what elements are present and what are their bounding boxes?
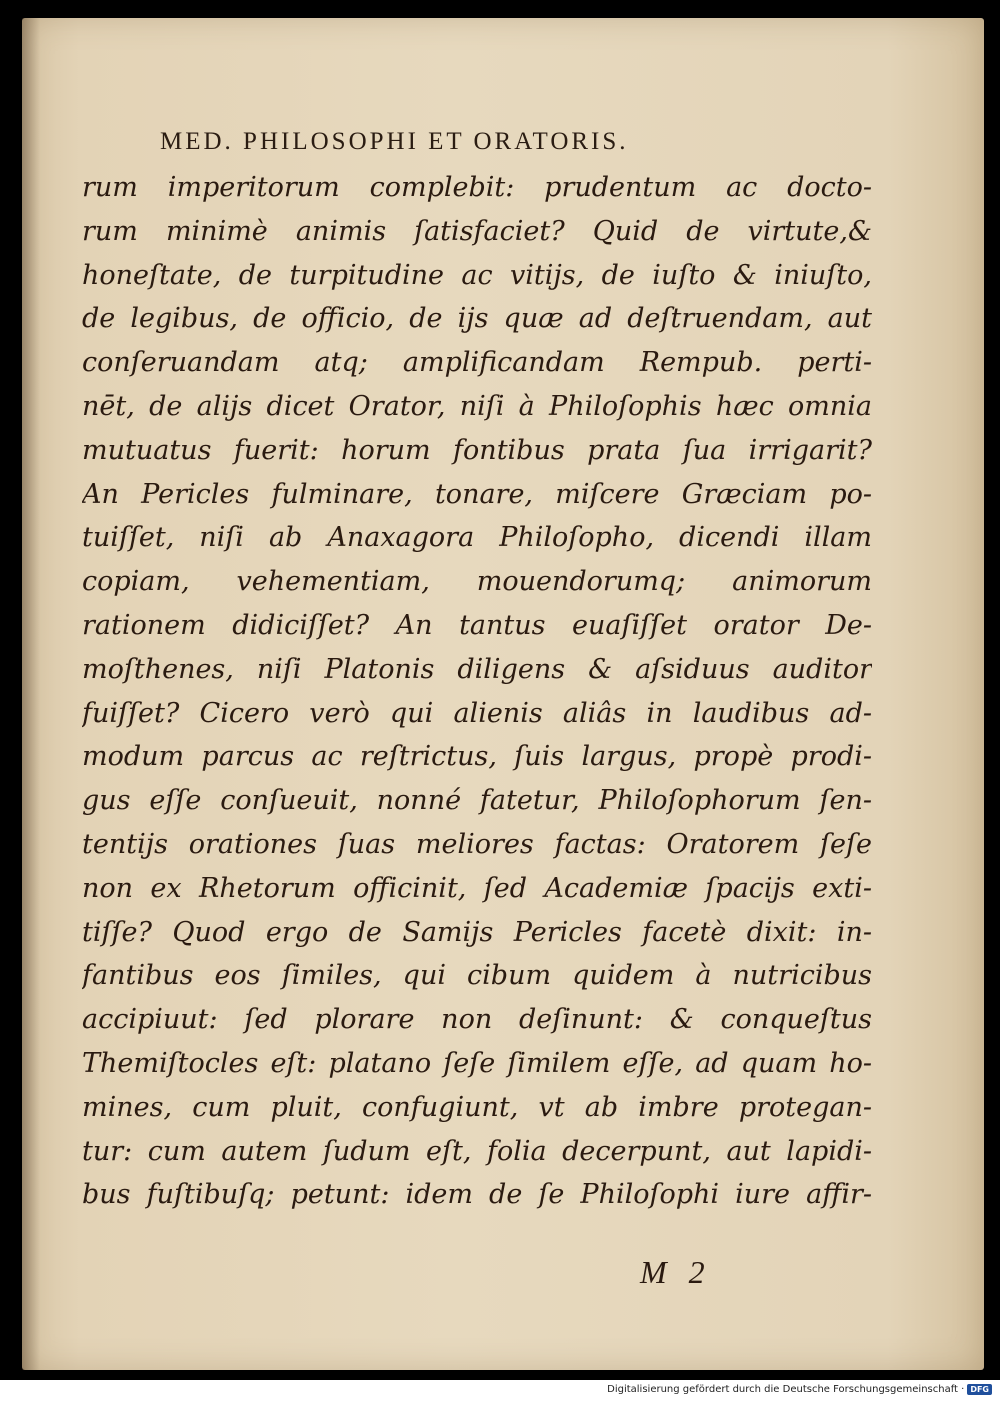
- text-line: modum parcus ac reſtrictus, ſuis largus, propè prodi-: [82, 741, 872, 773]
- text-line: An Pericles fulminare, tonare, miſcere Græciam po-: [82, 478, 872, 510]
- text-line: Themiſtocles eſt: platano ſeſe ſimilem eſſe, ad quam ho-: [82, 1047, 872, 1079]
- signature-mark: M 2: [640, 1254, 705, 1290]
- text-line: tiſſe? Quod ergo de Samijs Pericles facetè dixit: in-: [82, 916, 872, 948]
- text-line: rum imperitorum complebit: prudentum ac docto-: [82, 172, 872, 203]
- text-line: non ex Rhetorum officinit, ſed Academiæ ſpacijs exti-: [82, 872, 872, 904]
- text-line: moſthenes, niſi Platonis diligens & aſsiduus auditor: [82, 653, 872, 685]
- text-line: nēt, de alijs dicet Orator, niſi à Philoſophis hæc omnia: [82, 390, 872, 422]
- dfg-logo-icon: DFG: [967, 1384, 992, 1395]
- text-line: rationem didiciſſet? An tantus euaſiſſet orator De-: [82, 609, 872, 641]
- spine-shadow: [22, 18, 40, 1370]
- text-line: tentijs orationes ſuas meliores factas: Oratorem ſeſe: [82, 828, 872, 860]
- digitization-footer: [607, 1384, 992, 1395]
- text-line: tur: cum autem ſudum eſt, folia decerpunt, aut lapidi-: [82, 1135, 872, 1167]
- text-line: mines, cum pluit, confugiunt, vt ab imbre protegan-: [82, 1091, 872, 1123]
- text-line: conſeruandam atq; amplificandam Rempub. perti-: [82, 347, 872, 379]
- text-line: mutuatus fuerit: horum fontibus prata ſua irrigarit?: [82, 434, 872, 466]
- body-text: [82, 166, 872, 1217]
- text-line: accipiuut: ſed plorare non deſinunt: & conqueſtus: [82, 1004, 872, 1036]
- text-line: fuiſſet? Cicero verò qui alienis aliâs in laudibus ad-: [82, 697, 872, 729]
- text-line: gus eſſe conſueuit, nonné fatetur, Philoſophorum ſen-: [82, 785, 872, 817]
- text-line: de legibus, de officio, de ijs quæ ad deſtruendam, aut: [82, 303, 872, 335]
- text-line: rum minimè animis ſatisfaciet? Quid de virtute,&: [82, 215, 872, 247]
- text-line: tuiſſet, niſi ab Anaxagora Philoſopho, dicendi illam: [82, 522, 872, 554]
- text-line: honeſtate, de turpitudine ac vitijs, de iuſto & iniuſto,: [82, 259, 872, 291]
- footer-credit: Digitalisierung gefördert durch die Deutsche Forschungsgemeinschaft ·: [607, 1384, 965, 1395]
- text-line: copiam, vehementiam, mouendorumq; animorum: [82, 566, 872, 598]
- running-head: MED. PHILOSOPHI ET ORATORIS.: [160, 128, 629, 155]
- text-line: fantibus eos ſimiles, qui cibum quidem à nutricibus: [82, 960, 872, 992]
- text-line: bus fuſtibuſq; petunt: idem de ſe Philoſophi iure affir-: [82, 1179, 872, 1211]
